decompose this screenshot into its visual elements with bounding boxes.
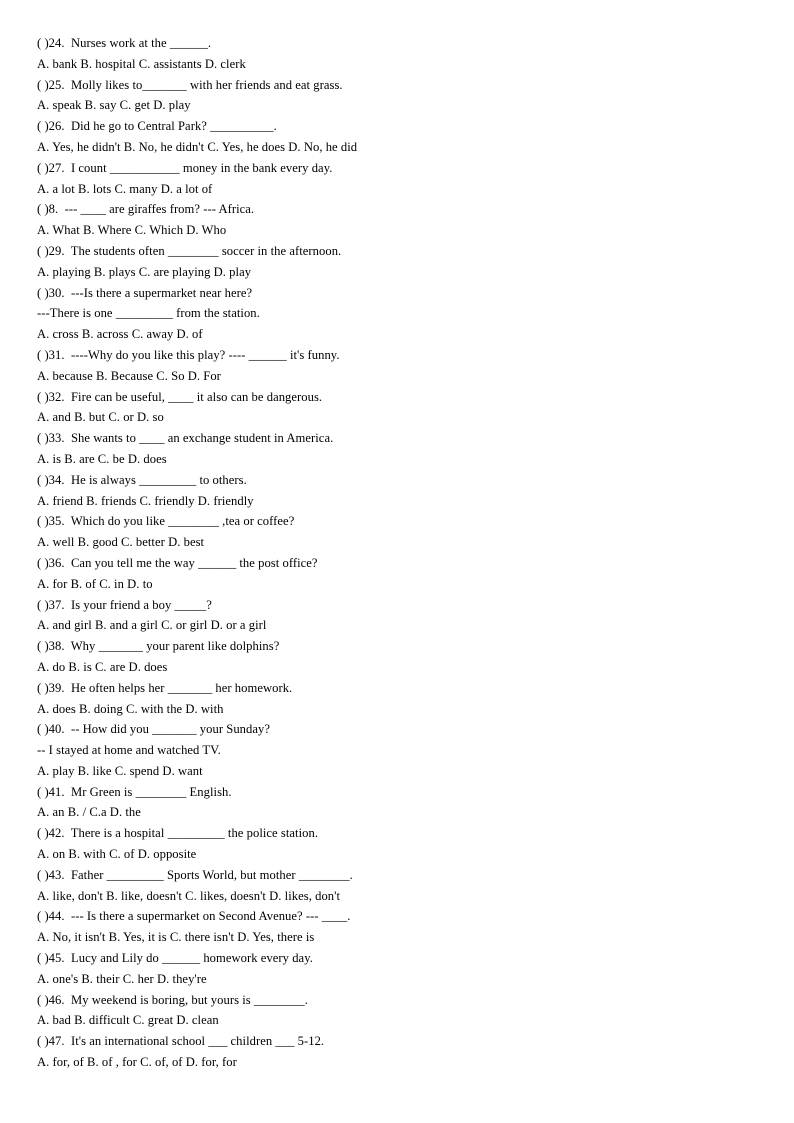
options-line: A. an B. / C.a D. the bbox=[37, 805, 141, 820]
options-line: A. like, don't B. like, doesn't C. likes, doesn't D. likes, don't bbox=[37, 888, 341, 903]
question-line: ( )47. It's an international school ___ children ___ 5-12. bbox=[37, 1034, 325, 1049]
options-line: A. well B. good C. better D. best bbox=[37, 535, 205, 550]
options-line: A. playing B. plays C. are playing D. play bbox=[37, 264, 252, 279]
options-line: A. on B. with C. of D. opposite bbox=[37, 847, 197, 862]
options-line: A. bad B. difficult C. great D. clean bbox=[37, 1013, 219, 1028]
options-line: A. friend B. friends C. friendly D. friendly bbox=[37, 493, 254, 508]
question-line: ( )40. -- How did you _______ your Sunday? bbox=[37, 722, 271, 737]
options-line: A. speak B. say C. get D. play bbox=[37, 98, 191, 113]
question-line: ( )8. --- ____ are giraffes from? --- Africa. bbox=[37, 202, 255, 217]
options-line: A. and girl B. and a girl C. or girl D. or a girl bbox=[37, 618, 267, 633]
options-line: A. for, of B. of , for C. of, of D. for, for bbox=[37, 1055, 237, 1070]
question-line: ( )34. He is always _________ to others. bbox=[37, 472, 247, 487]
question-line: ---There is one _________ from the station. bbox=[37, 306, 260, 321]
options-line: A. cross B. across C. away D. of bbox=[37, 327, 203, 342]
options-line: A. does B. doing C. with the D. with bbox=[37, 701, 224, 716]
question-line: ( )26. Did he go to Central Park? __________. bbox=[37, 119, 277, 134]
question-line: ( )33. She wants to ____ an exchange student in America. bbox=[37, 431, 334, 446]
options-line: A. for B. of C. in D. to bbox=[37, 576, 153, 591]
question-line: ( )30. ---Is there a supermarket near here? bbox=[37, 285, 253, 300]
question-line: -- I stayed at home and watched TV. bbox=[37, 743, 221, 758]
question-line: ( )27. I count ___________ money in the bank every day. bbox=[37, 160, 333, 175]
question-line: ( )38. Why _______ your parent like dolphins? bbox=[37, 639, 280, 654]
question-line: ( )32. Fire can be useful, ____ it also can be dangerous. bbox=[37, 389, 323, 404]
options-line: A. one's B. their C. her D. they're bbox=[37, 971, 207, 986]
options-line: A. because B. Because C. So D. For bbox=[37, 368, 221, 383]
options-line: A. a lot B. lots C. many D. a lot of bbox=[37, 181, 213, 196]
question-line: ( )41. Mr Green is ________ English. bbox=[37, 784, 232, 799]
question-line: ( )24. Nurses work at the ______. bbox=[37, 36, 212, 50]
question-line: ( )45. Lucy and Lily do ______ homework every day. bbox=[37, 951, 313, 966]
question-line: ( )29. The students often ________ soccer in the afternoon. bbox=[37, 243, 342, 258]
question-line: ( )46. My weekend is boring, but yours is ________. bbox=[37, 992, 308, 1007]
question-line: ( )31. ----Why do you like this play? ---- ______ it's funny. bbox=[37, 347, 340, 362]
options-line: A. and B. but C. or D. so bbox=[37, 410, 164, 425]
question-line: ( )42. There is a hospital _________ the police station. bbox=[37, 826, 319, 841]
options-line: A. is B. are C. be D. does bbox=[37, 451, 167, 466]
question-line: ( )35. Which do you like ________ ,tea or coffee? bbox=[37, 514, 295, 529]
question-line: ( )36. Can you tell me the way ______ the post office? bbox=[37, 555, 318, 570]
options-line: A. Yes, he didn't B. No, he didn't C. Yes, he does D. No, he did bbox=[37, 139, 358, 154]
options-line: A. play B. like C. spend D. want bbox=[37, 763, 203, 778]
options-line: A. bank B. hospital C. assistants D. clerk bbox=[37, 56, 246, 71]
question-line: ( )25. Molly likes to_______ with her friends and eat grass. bbox=[37, 77, 343, 92]
question-line: ( )37. Is your friend a boy _____? bbox=[37, 597, 212, 612]
document-page bbox=[37, 33, 777, 1073]
question-line: ( )39. He often helps her _______ her homework. bbox=[37, 680, 293, 695]
question-line: ( )44. --- Is there a supermarket on Second Avenue? --- ____. bbox=[37, 909, 351, 924]
options-line: A. What B. Where C. Which D. Who bbox=[37, 223, 227, 238]
options-line: A. No, it isn't B. Yes, it is C. there isn't D. Yes, there is bbox=[37, 930, 315, 945]
question-line: ( )43. Father _________ Sports World, but mother ________. bbox=[37, 867, 353, 882]
options-line: A. do B. is C. are D. does bbox=[37, 659, 168, 674]
